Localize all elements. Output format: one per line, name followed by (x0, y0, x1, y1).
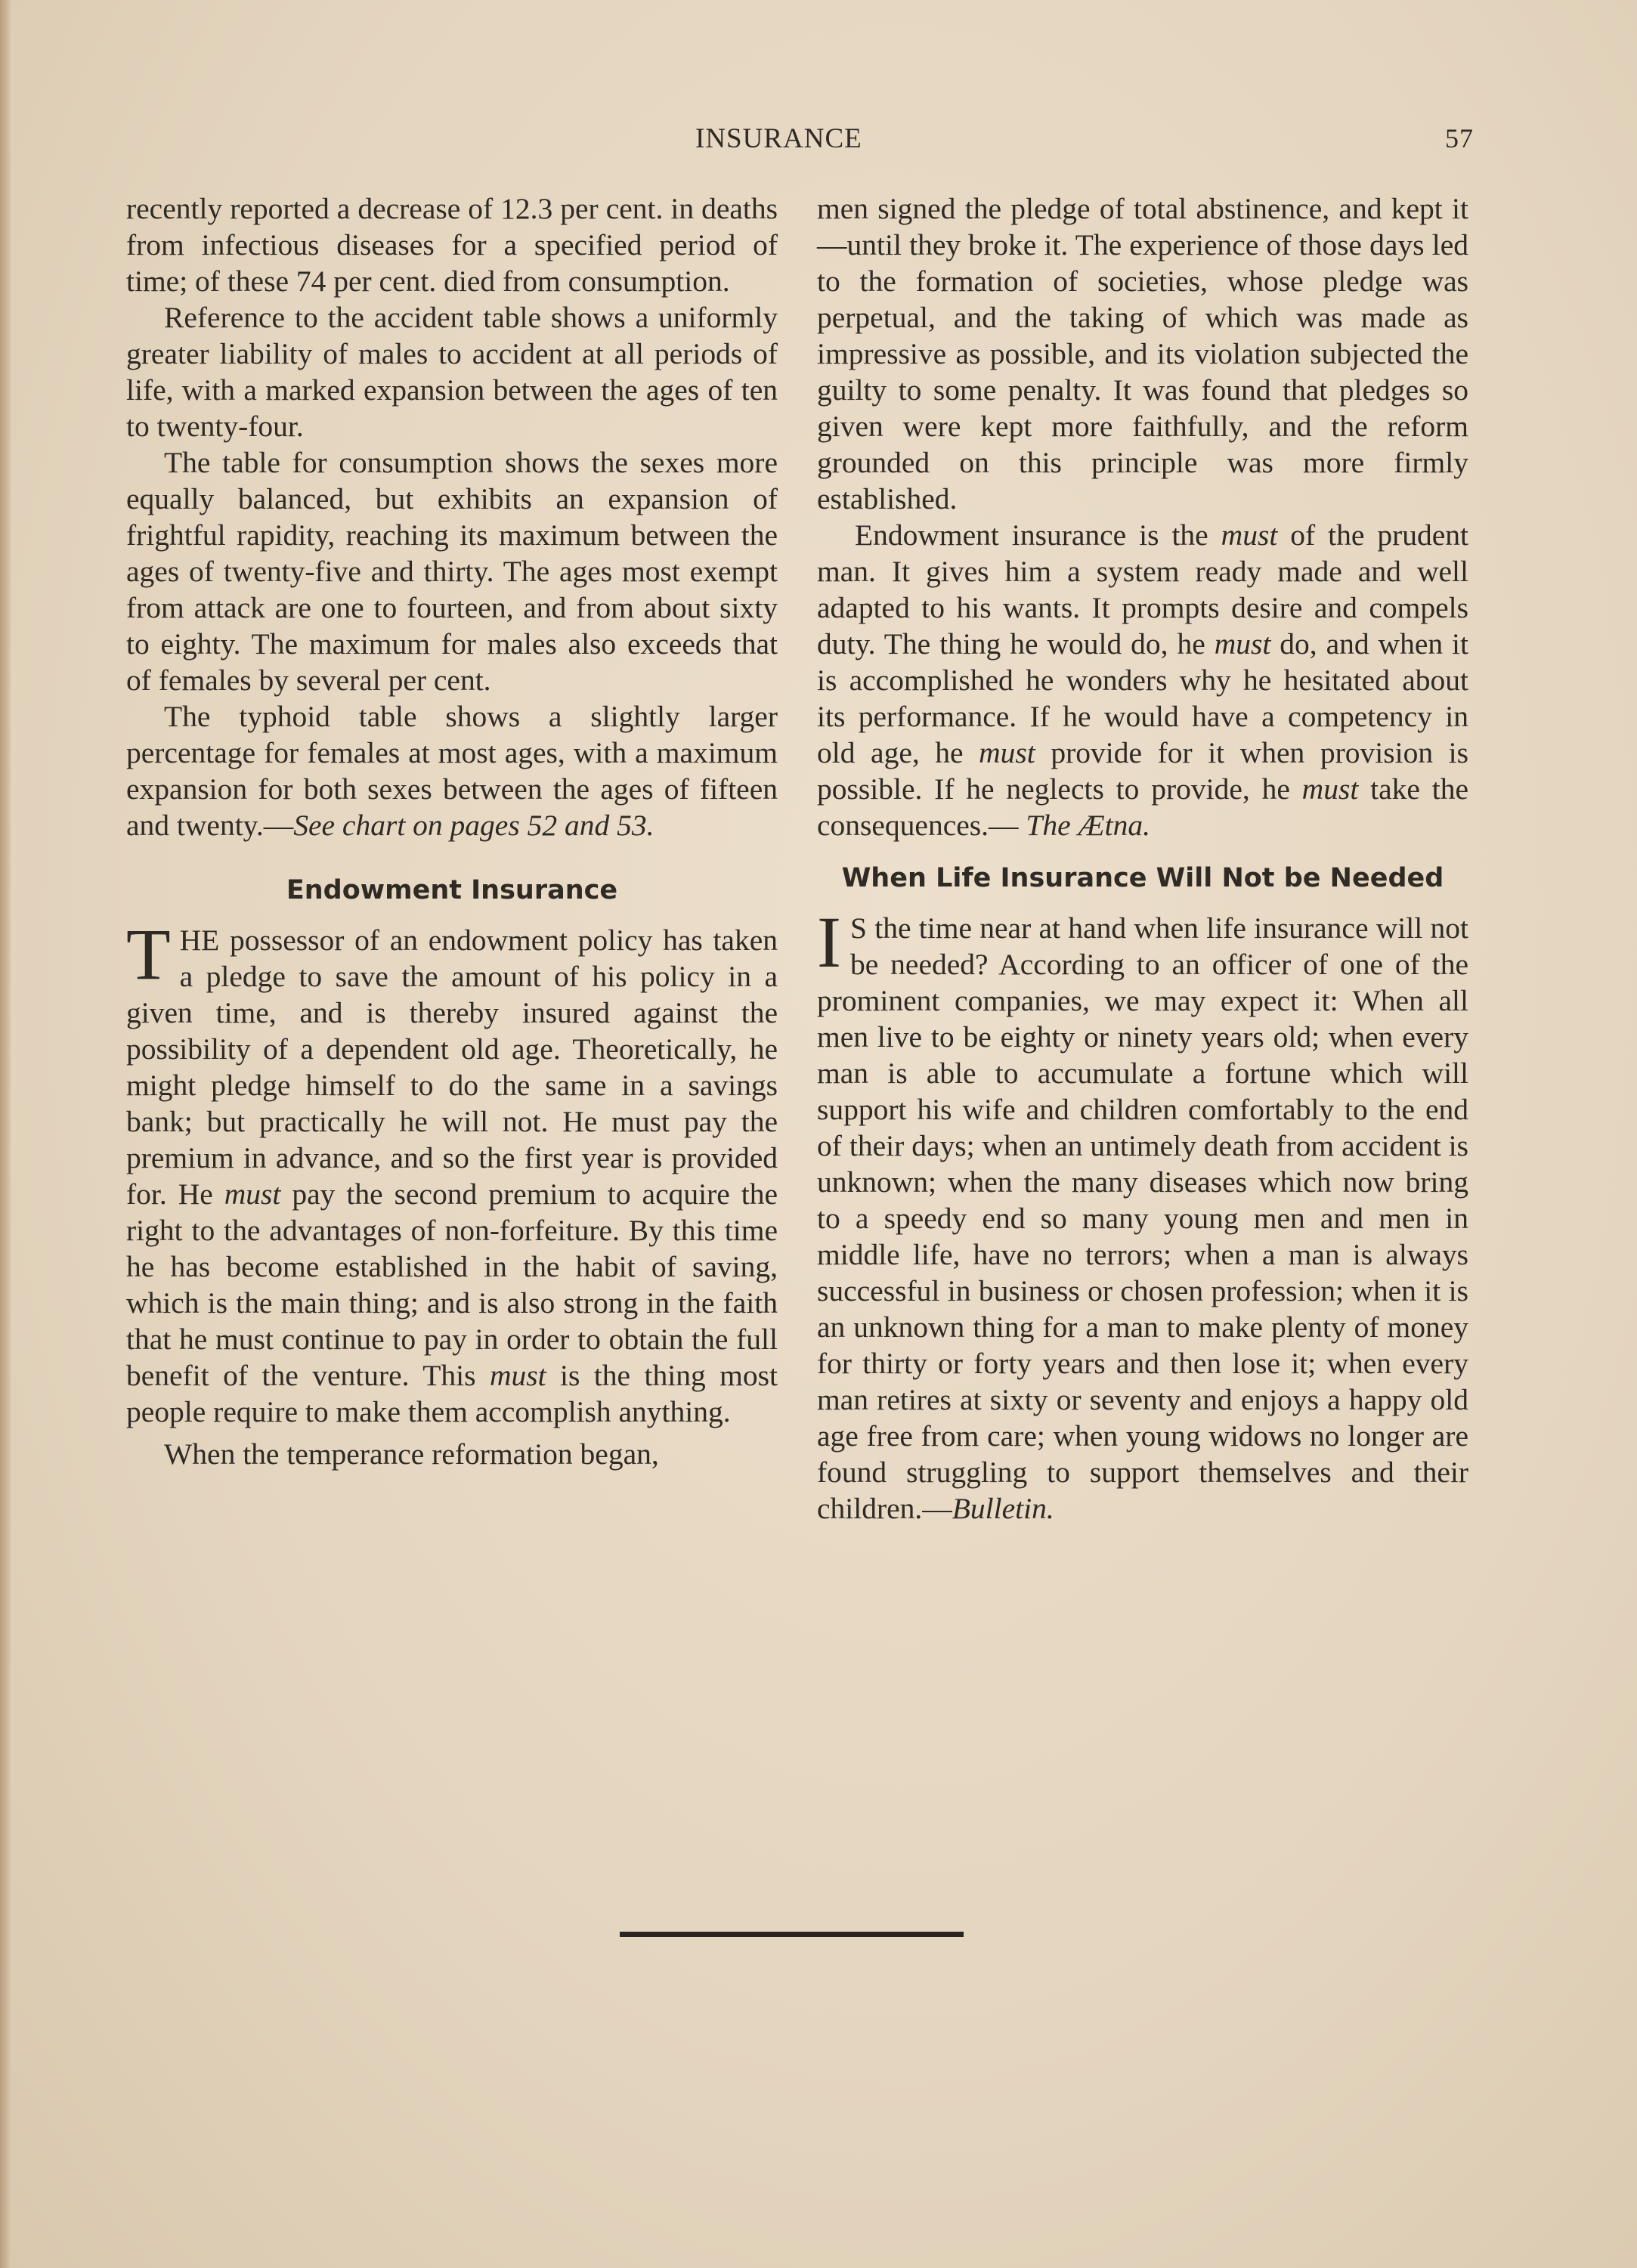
paragraph-text: S the time near at hand when life insurance will not be needed? According to an officer of one of the prominent companies, we may expect it: When all men live to be eighty or ninety years old; when every man is able to accumulate a fortune which will support his wife and children comfortably to the end of their days; when an untimely death from accident is unknown; when the many diseases which now bring to a speedy end so many young men and men in middle life, have no terrors; when a man is always successful in business or chosen profession; when it is an unknown thing for a man to make plenty of money for thirty or forty years and then lose it; when every man retires at sixty or seventy and enjoys a happy old age free from care; when young widows no longer are found struggling to support themselves and their children.— (817, 911, 1468, 1525)
paragraph (126, 914, 778, 1430)
paragraph (126, 698, 778, 843)
paragraph: men signed the pledge of total abstinence, and kept it—until they broke it. The experience of those days led to the formation of societies, whose pledge was perpetual, and the taking of which was made as impressive as possible, and its violation subjected the guilty to some penalty. It was found that pledges so given were kept more faithfully, and the reform grounded on this principle was more firmly established. (817, 192, 1468, 515)
running-header (695, 122, 1474, 155)
paragraph-text: pay the second premium to acquire the right to the advantages of non-forfeiture. By this time he has become established in the habit of saving, which is the main thing; and is also strong in the faith that he must continue to pay in order to obtain the full benefit of the venture. This (126, 1177, 778, 1392)
emphasis: must (1221, 518, 1278, 552)
paragraph-text: of the prudent man. It gives him a system ready made and well adapted to his wants. It prompts desire and compels duty. The thing he would do, he (817, 518, 1468, 661)
right-column (817, 190, 1468, 1527)
paragraph-text: HE possessor of an endowment policy has taken a pledge to save the amount of his policy in a given time, and is thereby insured against the possibility of a dependent old age. Theoretically, he might pledge himself to do the same in a savings bank; but practically he will not. He must pay the premium in advance, and so the first year is provided for. He (126, 924, 778, 1211)
emphasis: must (1301, 772, 1359, 806)
page-spine-shadow (0, 0, 11, 2268)
emphasis: must (489, 1359, 546, 1392)
paragraph: recently reported a decrease of 12.3 per cent. in deaths from infectious diseases for a specified period of time; of these 74 per cent. died from consumption. (126, 192, 778, 298)
drop-cap: I (817, 902, 841, 982)
page-number: 57 (1445, 123, 1474, 153)
paragraph: Reference to the accident table shows a uniformly greater liability of males to accident at all periods of life, with a marked expansion between the ages of ten to twenty-four. (126, 301, 778, 443)
source-citation: Bulletin. (952, 1492, 1054, 1525)
section-heading: Endowment Insurance (286, 875, 618, 905)
paragraph-text: The typhoid table shows a slightly larger percentage for females at most ages, with a maximum expansion for both sexes between the ages of fifteen and twenty.— (126, 700, 778, 842)
paragraph: When the temperance reformation began, (164, 1437, 659, 1471)
paragraph-text: Endowment insurance is the (855, 518, 1221, 552)
chart-reference: See chart on pages 52 and 53. (293, 809, 654, 842)
drop-cap: T (126, 914, 171, 995)
end-rule-divider (620, 1932, 964, 1937)
source-citation: The Ætna. (1026, 809, 1151, 842)
emphasis: must (224, 1177, 281, 1211)
paragraph: The table for consumption shows the sexes more equally balanced, but exhibits an expansion of frightful rapidity, reaching its maximum between the ages of twenty-five and thirty. The ages most exempt from attack are one to fourteen, and from about sixty to eighty. The maximum for males also exceeds that of females by several per cent. (126, 446, 778, 697)
section-heading: When Life Insurance Will Not be Needed (841, 863, 1444, 893)
left-column (126, 190, 778, 1472)
paragraph (817, 902, 1468, 1527)
emphasis: must (1214, 627, 1271, 661)
paragraph (817, 517, 1468, 843)
paragraph-text: is the thing most people require to make them accomplish anything. (126, 1359, 778, 1428)
header-title: INSURANCE (695, 123, 862, 154)
emphasis: must (979, 736, 1035, 769)
paragraph-text: take the consequences.— (817, 772, 1468, 842)
paragraph-text: do, and when it is accomplished he wonders why he hesitated about its performance. If he would have a competency in old age, he (817, 627, 1468, 769)
paragraph-text: provide for it when provision is possible. If he neglects to provide, he (817, 736, 1468, 806)
